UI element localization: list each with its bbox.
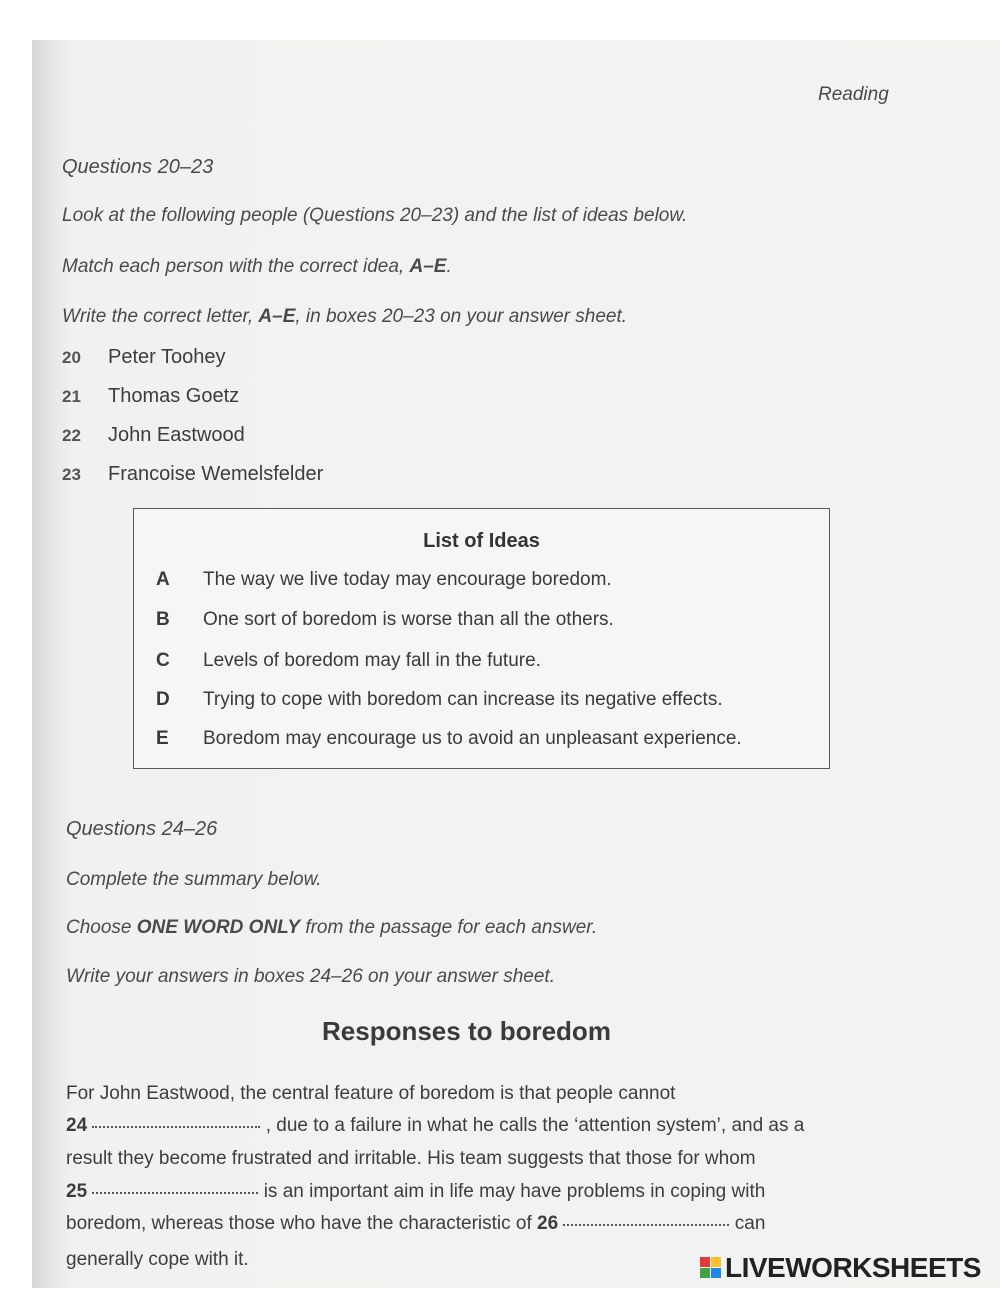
instruction-look: Look at the following people (Questions 20–23) and the list of ideas below. bbox=[62, 205, 688, 226]
person-item-23: 23 Francoise Wemelsfelder bbox=[62, 463, 324, 485]
section-label: Reading bbox=[818, 84, 889, 105]
summary-line-5: boredom, whereas those who have the characteristic of 26 can bbox=[66, 1213, 766, 1234]
idea-item-b: B One sort of boredom is worse than all the others. bbox=[156, 609, 614, 630]
instruction-choose: Choose ONE WORD ONLY from the passage for each answer. bbox=[66, 917, 598, 938]
person-item-22: 22 John Eastwood bbox=[62, 424, 245, 446]
questions-24-26-heading: Questions 24–26 bbox=[66, 818, 218, 840]
answer-blank-24[interactable] bbox=[92, 1126, 260, 1128]
instruction-complete: Complete the summary below. bbox=[66, 869, 322, 890]
instruction-match: Match each person with the correct idea, A–E. bbox=[62, 256, 452, 277]
summary-line-4: 25 is an important aim in life may have problems in coping with bbox=[66, 1181, 766, 1202]
summary-line-6: generally cope with it. bbox=[66, 1249, 249, 1270]
question-24-number: 24 bbox=[66, 1115, 88, 1136]
liveworksheets-logo: LIVEWORKSHEETS bbox=[700, 1252, 981, 1284]
summary-line-2: 24 , due to a failure in what he calls the ‘attention system’, and as a bbox=[66, 1115, 805, 1136]
instruction-write: Write the correct letter, A–E, in boxes 20–23 on your answer sheet. bbox=[62, 306, 628, 327]
idea-item-d: D Trying to cope with boredom can increase its negative effects. bbox=[156, 689, 723, 710]
list-of-ideas-title: List of Ideas bbox=[423, 530, 540, 552]
questions-20-23-heading: Questions 20–23 bbox=[62, 156, 214, 178]
instruction-write-answers: Write your answers in boxes 24–26 on your answer sheet. bbox=[66, 966, 555, 987]
liveworksheets-icon bbox=[700, 1257, 722, 1279]
question-26-number: 26 bbox=[537, 1213, 559, 1234]
list-of-ideas-box bbox=[133, 508, 830, 769]
idea-item-a: A The way we live today may encourage boredom. bbox=[156, 569, 612, 590]
summary-line-1: For John Eastwood, the central feature of boredom is that people cannot bbox=[66, 1083, 676, 1104]
summary-title: Responses to boredom bbox=[322, 1016, 611, 1046]
person-item-20: 20 Peter Toohey bbox=[62, 346, 226, 368]
person-item-21: 21 Thomas Goetz bbox=[62, 385, 240, 407]
summary-line-3: result they become frustrated and irritable. His team suggests that those for whom bbox=[66, 1148, 756, 1169]
answer-blank-26[interactable] bbox=[563, 1224, 729, 1226]
idea-item-e: E Boredom may encourage us to avoid an unpleasant experience. bbox=[156, 728, 742, 749]
answer-blank-25[interactable] bbox=[92, 1192, 258, 1194]
idea-item-c: C Levels of boredom may fall in the future. bbox=[156, 650, 541, 671]
question-25-number: 25 bbox=[66, 1181, 88, 1202]
